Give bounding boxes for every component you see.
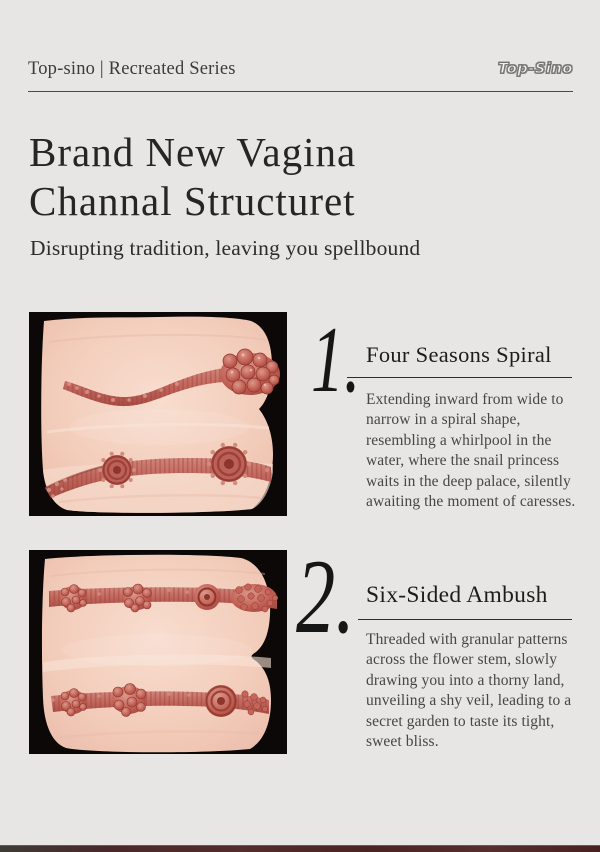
next-panel-edge [0, 845, 600, 852]
section-description: Extending inward from wide to narrow in a spiral shape, resembling a whirlpool in the water, where the snail princess waits in the deep palace, silently awaiting the moment of caresses. [366, 391, 576, 511]
product-photo-six-sided-ambush [29, 550, 287, 754]
page-title-line1: Brand New Vagina [29, 129, 357, 175]
header [28, 56, 573, 82]
section-heading: Six-Sided Ambush [366, 582, 548, 608]
header-divider [28, 91, 573, 92]
section-number: 1. [311, 308, 361, 412]
heading-underline [358, 619, 572, 620]
section-description: Threaded with granular patterns across the flower stem, slowly drawing you into a thorny land, unveiling a shy veil, leading to a secret garden to taste its tight, sweet bliss. [366, 631, 572, 751]
section-number: 2. [296, 538, 355, 655]
brand-logo: Top-Sino [498, 61, 573, 77]
page-title [29, 128, 356, 226]
section-heading: Four Seasons Spiral [366, 342, 552, 367]
heading-underline [347, 377, 572, 378]
page-subtitle: Disrupting tradition, leaving you spellbound [30, 236, 421, 260]
page-title-line2: Channal Structuret [29, 178, 356, 224]
product-photo-four-seasons-spiral [29, 312, 287, 516]
brand-series-label: Top-sino | Recreated Series [28, 58, 236, 79]
